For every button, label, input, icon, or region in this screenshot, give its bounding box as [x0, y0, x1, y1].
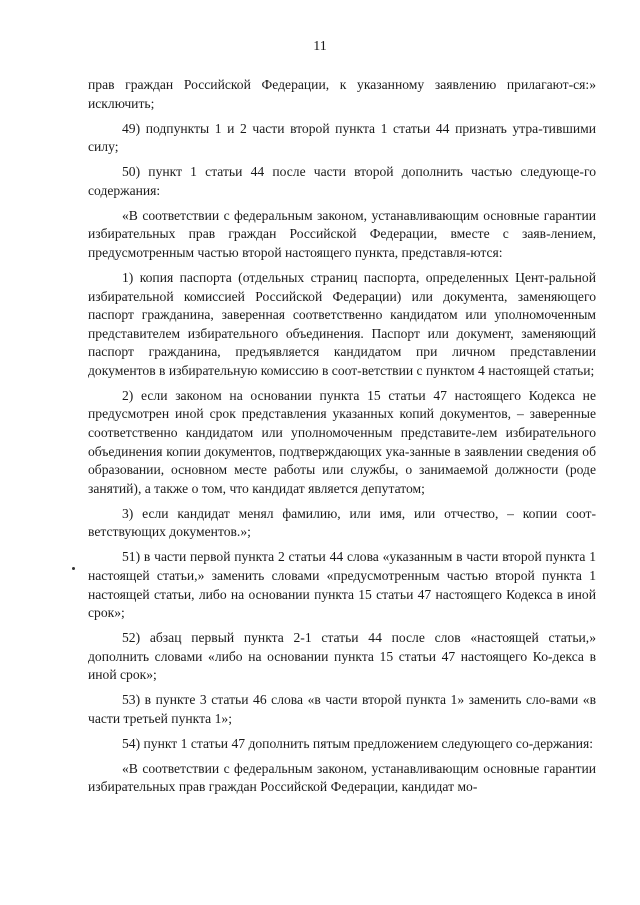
paragraph-subitem-1: 1) копия паспорта (отдельных страниц паспорта, определенных Цент-ральной избирательной комиссией Российской Федерации) или документа, заменяющего паспорт гражданина, заверенная соответственно кандидатом или уполномоченным представителем избирательного объединения. Паспорт или документ, заменяющий паспорт гражданина, предъявляется кандидатом при личном представлении документов в избирательную комиссию в соот-ветствии с пунктом 4 настоящей статьи;	[88, 269, 596, 378]
paragraph-item-52: 52) абзац первый пункта 2-1 статьи 44 после слов «настоящей статьи,» дополнить словами «либо на основании пункта 15 статьи 47 настоящего Ко-декса в иной срок»;	[88, 630, 596, 683]
paragraph-item-53: 53) в пункте 3 статьи 46 слова «в части второй пункта 1» заменить сло-вами «в части третьей пункта 1»;	[88, 692, 596, 726]
paragraph-continuation: прав граждан Российской Федерации, к указанному заявлению прилагают-ся:» исключить;	[88, 77, 596, 111]
page-number: 11	[313, 39, 327, 54]
paragraph-subitem-3: 3) если кандидат менял фамилию, или имя, или отчество, – копии соот-ветствующих документов.»;	[88, 505, 596, 540]
paragraph-quote-start: «В соответствии с федеральным законом, устанавливающим основные гарантии избирательных прав граждан Российской Федерации, кандидат мо-	[88, 760, 596, 795]
paragraph-subitem-2: 2) если законом на основании пункта 15 статьи 47 настоящего Кодекса не предусмотрен иной срок представления указанных копий документов, – заверенные соответственно кандидатом или уполномоченным представите-лем избирательного объединения копии документов, подтверждающих ука-занные в заявлении сведения об образовании, основном месте работы или службы, о занимаемой должности (роде занятий), а также о том, что кандидат является депутатом;	[88, 387, 596, 496]
paragraph-item-51: 51) в части первой пункта 2 статьи 44 слова «указанным в части второй пункта 1 настоящей статьи,» заменить словами «предусмотренным частью второй пункта 1 настоящей статьи, либо на основании пункта 15 статьи 47 настоящего Кодекса в иной срок»;	[88, 549, 596, 621]
paragraph-item-50: 50) пункт 1 статьи 44 после части второй дополнить частью следующе-го содержания:	[88, 164, 596, 198]
document-body	[88, 76, 596, 803]
paragraph-quote-intro: «В соответствии с федеральным законом, устанавливающим основные гарантии избирательных прав граждан Российской Федерации, вместе с заяв-лением, предусмотренным частью второй настоящего пункта, представля-ются:	[88, 207, 596, 260]
paragraph-item-54: 54) пункт 1 статьи 47 дополнить пятым предложением следующего со-держания:	[122, 735, 594, 751]
paragraph-item-49: 49) подпункты 1 и 2 части второй пункта 1 статьи 44 признать утра-тившими силу;	[88, 120, 596, 155]
margin-dot-mark	[72, 567, 75, 570]
